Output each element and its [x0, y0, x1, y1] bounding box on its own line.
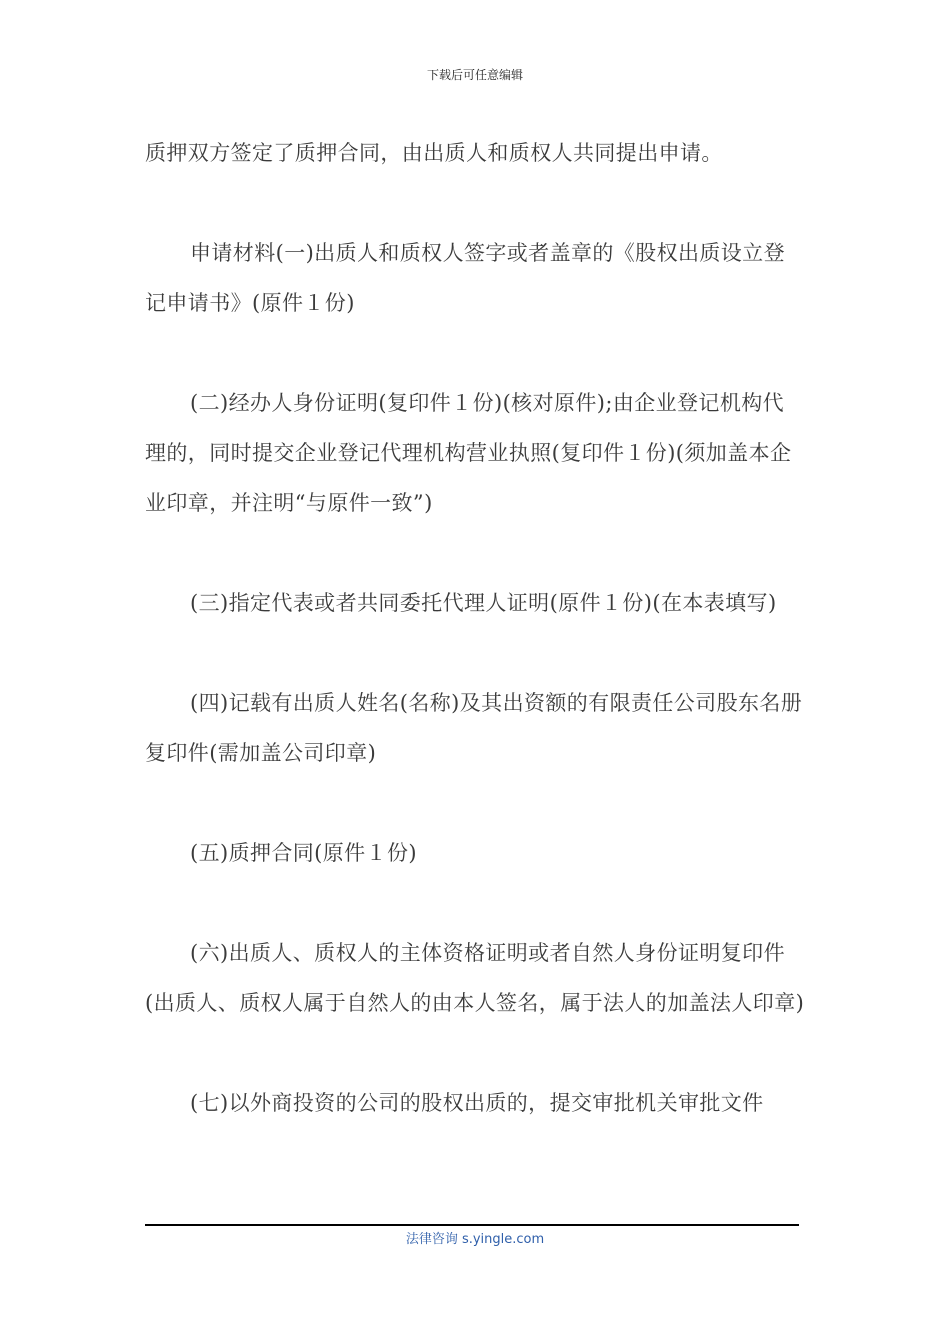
paragraph-materials-2: (二)经办人身份证明(复印件１份)(核对原件);由企业登记机构代理的，同时提交企业登记代理机构营业执照(复印件１份)(须加盖本企业印章，并注明“与原件一致”): [145, 391, 792, 515]
paragraph-materials-6: (六)出质人、质权人的主体资格证明或者自然人身份证明复印件(出质人、质权人属于自然人的由本人签名，属于法人的加盖法人印章): [145, 941, 805, 1015]
paragraph-materials-1: 申请材料(一)出质人和质权人签字或者盖章的《股权出质设立登记申请书》(原件１份): [145, 241, 785, 315]
paragraph-materials-7: (七)以外商投资的公司的股权出质的，提交审批机关审批文件: [190, 1091, 764, 1115]
paragraph-materials-3: (三)指定代表或者共同委托代理人证明(原件１份)(在本表填写): [190, 591, 777, 615]
footer-divider: [145, 1224, 799, 1226]
footer-link[interactable]: 法律咨询 s.yingle.com: [405, 1232, 545, 1247]
paragraph-materials-4: (四)记载有出质人姓名(名称)及其出资额的有限责任公司股东名册复印件(需加盖公司印章): [145, 691, 803, 765]
paragraph-intro: 质押双方签定了质押合同，由出质人和质权人共同提出申请。: [145, 141, 723, 165]
page-header: 下载后可任意编辑: [426, 68, 523, 82]
document-body: [145, 128, 805, 1128]
paragraph-materials-5: (五)质押合同(原件１份): [190, 841, 417, 865]
